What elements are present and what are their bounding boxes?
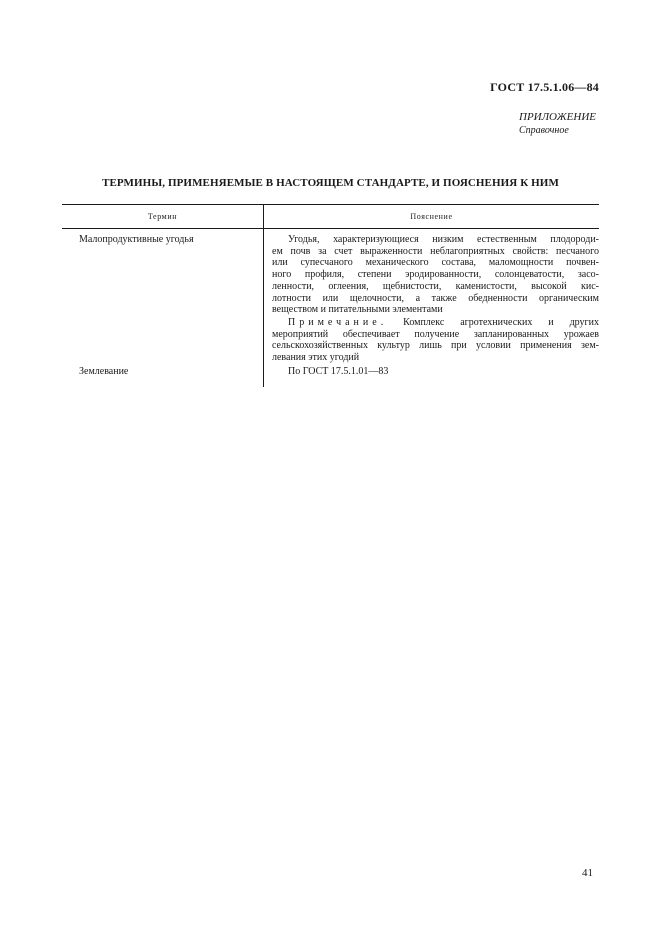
- explanation-line: или супесчаного механического состава, маломощности почвен-: [272, 257, 599, 269]
- explanation-line: Угодья, характеризующиеся низким естественным плодороди-: [288, 234, 599, 245]
- table-column-divider: [263, 204, 264, 387]
- table-top-rule: [62, 204, 599, 205]
- appendix-label: ПРИЛОЖЕНИЕ: [519, 111, 596, 123]
- column-header-term: Термин: [147, 212, 178, 221]
- note-line: [272, 317, 599, 329]
- term-cell: Малопродуктивные угодья: [79, 234, 194, 245]
- note-line: левания этих угодий: [272, 352, 360, 364]
- explanation-cell: [272, 234, 599, 316]
- table-header-rule: [62, 228, 599, 229]
- note-block: [272, 317, 599, 364]
- explanation-line: ного профиля, степени эродированности, солонцеватости, засо-: [272, 269, 599, 281]
- note-line: мероприятий обеспечивает получение запланированных урожаев: [272, 328, 599, 340]
- column-header-explanation: Пояснение: [410, 212, 453, 221]
- explanation-cell: По ГОСТ 17.5.1.01—83: [288, 366, 389, 377]
- document-code: ГОСТ 17.5.1.06—84: [490, 80, 599, 94]
- page-title: ТЕРМИНЫ, ПРИМЕНЯЕМЫЕ В НАСТОЯЩЕМ СТАНДАРТЕ, И ПОЯСНЕНИЯ К НИМ: [102, 177, 559, 189]
- terms-table: [62, 204, 599, 387]
- note-line: сельскохозяйственных культур лишь при условии применения зем-: [272, 340, 599, 352]
- appendix-block: [519, 111, 596, 137]
- note-label: Примечание.: [288, 317, 388, 328]
- explanation-line: лотности или щелочности, а также обедненности органическим: [272, 292, 599, 304]
- term-cell: Землевание: [79, 366, 129, 377]
- explanation-line: веществом и питательными элементами: [272, 304, 443, 316]
- explanation-line: ем почв за счет выраженности неблагоприятных свойств: песчаного: [272, 245, 599, 257]
- appendix-type: Справочное: [519, 125, 569, 136]
- page-number: 41: [582, 867, 593, 879]
- explanation-line: ленности, оглеения, щебнистости, каменистости, высокой кис-: [272, 280, 599, 292]
- note-line-text: Комплекс агротехнических и других: [403, 317, 599, 328]
